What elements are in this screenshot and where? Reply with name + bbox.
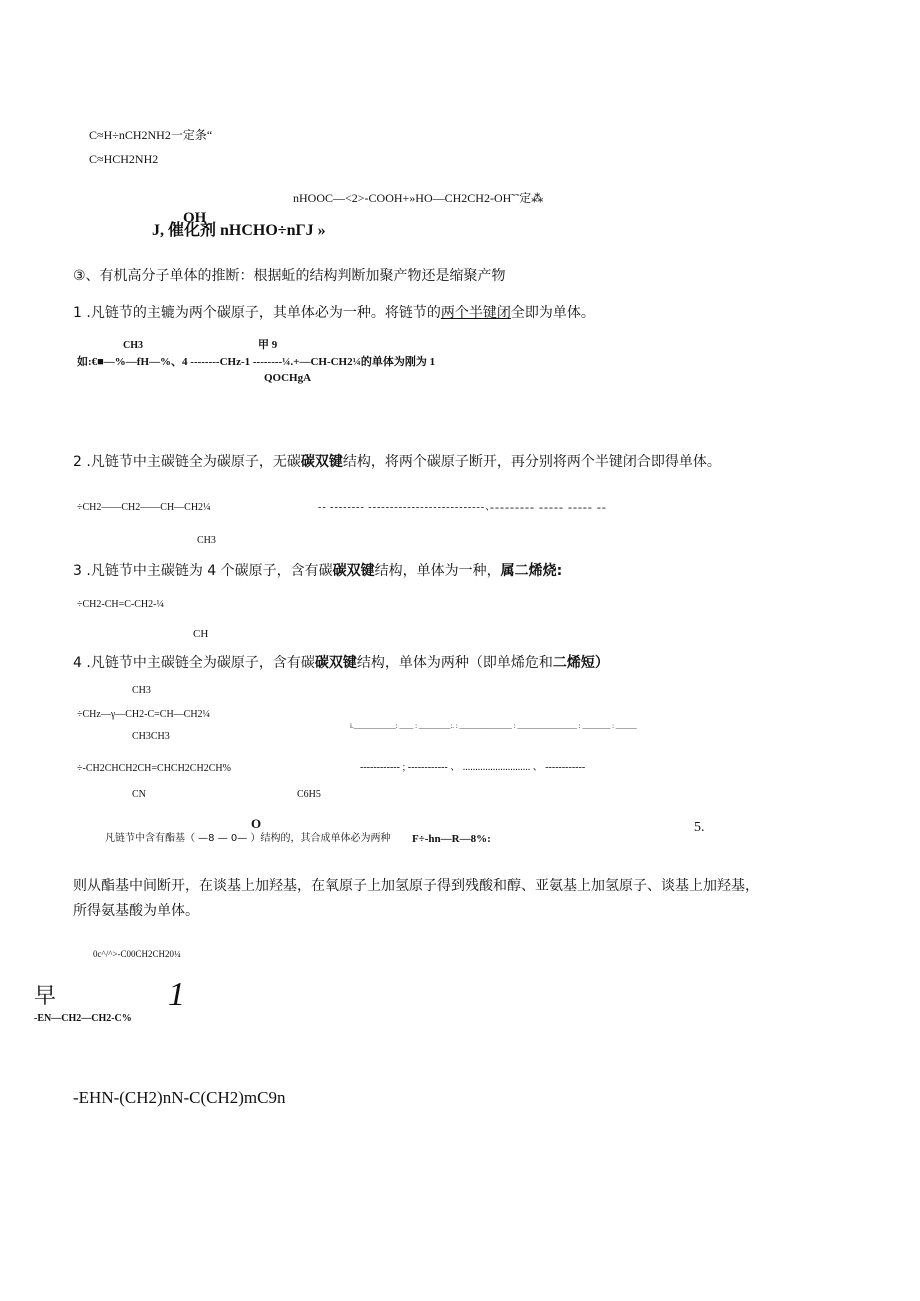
example-5-formula: 0c^/^>-C00CH2CH20¼ (93, 949, 181, 959)
rule-number: 1 (73, 305, 82, 321)
jia9-label: 甲 9 (258, 339, 278, 351)
blank-dashes: ------------ ; ------------ 、 ........................... 、 ------------ (360, 762, 586, 773)
oh-label: OH (183, 210, 207, 226)
rule-5-explain-line-1: 则从酯基中间断开，在谈基上加羟基，在氧原子上加氢原子得到残酸和醇、亚氨基上加氢原子、谈基上加羟基， (73, 878, 759, 894)
ch3-label: CH3 (132, 685, 151, 696)
rule-text-bold: 二烯短） (552, 655, 609, 671)
ch3-label: CH3 (123, 340, 143, 351)
rule-text: .凡链节的主辘为两个碳原子，其单体必为一种。将链节的 (86, 305, 441, 321)
rule-text: 结构，单体为一种， (374, 563, 501, 579)
blank-dashes: -- -------- ---------------------------、 (318, 502, 497, 513)
c6h5-label: C6H5 (297, 789, 321, 800)
ch3-label: CH3 (197, 535, 216, 546)
rule-2 (73, 455, 721, 469)
zao-char: 早 (34, 984, 57, 1009)
example-4-formula-a: ÷CHz—γ—CH2-C=CH—CH2¼ (77, 709, 211, 720)
example-3-formula: ÷CH2-CH=C-CH2-¼ (77, 599, 164, 610)
rule-text: 全即为单体。 (510, 305, 595, 321)
rule-number: 3 (73, 563, 82, 579)
example-6-formula: -EHN-(CH2)nN-C(CH2)mC9n (73, 1088, 286, 1107)
rule-text-bold: 属二烯烧: (500, 563, 563, 579)
rule-text: .凡链节中主碳链全为碳原子，含有碳 (86, 655, 315, 671)
rule-number: 2 (73, 454, 82, 470)
rule-text-bold: 碳双键 (314, 655, 357, 671)
reaction-line-3: nHOOC—<2>-COOH+»HO—CH2CH2-OH˜˜定⁂ (293, 191, 544, 205)
rule-4 (73, 656, 609, 670)
en-formula: -EN—CH2—CH2-C% (34, 1013, 132, 1024)
rule-number: 4 (73, 655, 82, 671)
example-2-formula: ÷CH2——CH2——CH—CH2¼ (77, 502, 211, 513)
ch-label: CH (193, 628, 209, 640)
rule-1 (73, 306, 595, 320)
example-4-formula-b: ÷-CH2CHCH2CH=CHCH2CH2CH% (77, 763, 231, 774)
cn-label: CN (132, 789, 146, 800)
example-1-formula: 如:€■—%—fH—%、4 --------CHz-1 --------¼.+—CH-CH2¼的单体为刚为 1 (77, 356, 436, 368)
ch3ch3-label: CH3CH3 (132, 731, 170, 742)
rule-text: 结构，单体为两种（即单烯危和 (356, 655, 553, 671)
blank-dashes: --------- ----- ----- -- (490, 500, 607, 514)
rule-text: .凡链节中主碳链为 4 个碳原子，含有碳 (86, 563, 333, 579)
rule-text: .凡链节中主碳链全为碳原子，无碳 (86, 454, 301, 470)
rule-text-underlined: 两个半键闭 (440, 305, 511, 321)
reaction-line-1: C≈H÷nCH2NH2一定条“ (89, 128, 213, 142)
rule-text-bold: 碳双键 (300, 454, 343, 470)
rule-5-explain-line-2: 所得氨基酸为单体。 (73, 903, 199, 919)
one-mark: 1 (168, 976, 185, 1013)
reaction-line-2: C≈HCH2NH2 (89, 152, 159, 166)
rule-5-text: 凡链节中含有酯基（ —8 — 0— ）结构的，其合成单体必为两种 (105, 833, 391, 844)
rule-5-number: 5. (694, 820, 705, 835)
rule-5-tail: F÷-hn—R—8%: (412, 833, 491, 845)
blank-dashes: i.____________: ____ : _________:. : _______________ : _________________ : ________ : ______ (350, 722, 637, 730)
rule-3 (73, 564, 562, 578)
section-heading: ③、有机高分子单体的推断：根据蚯的结构判断加聚产物还是缩聚产物 (73, 268, 506, 284)
reaction-line-4: J, 催化剂 nHCHO÷nΓJ » (152, 222, 326, 239)
qoch-label: QOCHgA (264, 372, 312, 384)
rule-text: 结构，将两个碳原子断开，再分别将两个半键闭合即得单体。 (342, 454, 721, 470)
rule-text-bold: 碳双键 (332, 563, 375, 579)
o-label: O (251, 816, 262, 831)
